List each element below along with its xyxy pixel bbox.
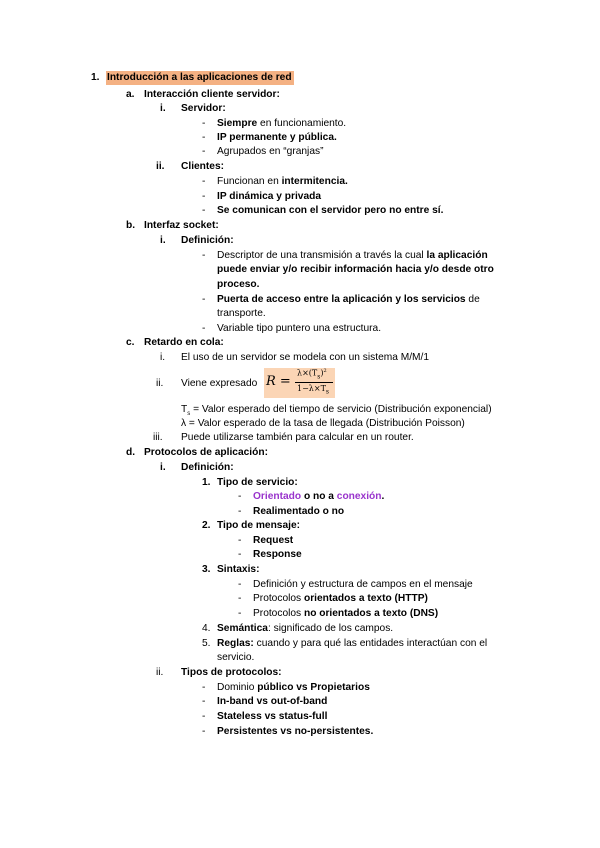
d-ii-item-3: Stateless vs status-full [217,711,328,722]
section-c-heading: Retardo en cola: [144,337,224,348]
d-i-heading: Definición: [181,462,234,473]
d-ii-item-4: Persistentes vs no-persistentes. [217,726,374,737]
a-ii-item-2: IP dinámica y privada [217,191,321,202]
bullet-dash: - [202,176,206,187]
d-ii-marker: ii. [156,667,164,678]
d-n4-text: Semántica: significado de los campos. [217,623,394,634]
bullet-dash: - [202,294,206,305]
b-i-marker: i. [160,235,166,246]
bullet-dash: - [238,491,242,502]
ts-definition: $T_s$ = Valor esperado del tiempo de servicio (Distribución exponencial) [181,404,492,418]
section-a-marker: a. [126,89,135,100]
page-title: Introducción a las aplicaciones de red [107,72,292,83]
d-n5-marker: 5. [202,638,211,649]
a-i-item-2: IP permanente y pública. [217,132,337,143]
d-n2-marker: 2. [202,520,211,531]
fraction-bar [295,382,333,383]
a-ii-item-3: Se comunican con el servidor pero no entre sí. [217,205,444,216]
d-n2-item-1: Request [253,535,294,546]
d-n1-item-1: Orientado o no a conexión. [253,491,385,502]
bullet-dash: - [202,682,206,693]
lambda-definition: λ = Valor esperado de la tasa de llegada (Distribución Poisson) [181,418,465,429]
section-c-marker: c. [126,337,135,348]
b-i-item-1-line-1: Descriptor de una transmisión a través la cual la aplicación [217,250,488,261]
b-i-item-2-line-2: transporte. [217,308,266,319]
bullet-dash: - [202,711,206,722]
formula-denominator: $1-\lambda\times T_s$ [297,384,329,396]
d-n3-marker: 3. [202,564,211,575]
c-ii-marker: ii. [156,378,164,389]
bullet-dash: - [202,696,206,707]
section-d-heading: Protocolos de aplicación: [144,447,268,458]
bullet-dash: - [202,132,206,143]
b-i-item-3: Variable tipo puntero una estructura. [217,323,382,334]
bullet-dash: - [202,118,206,129]
section-b-heading: Interfaz socket: [144,220,219,231]
d-n4-marker: 4. [202,623,211,634]
a-i-item-3: Agrupados en “granjas” [217,146,324,157]
a-ii-marker: ii. [156,161,165,172]
a-ii-item-1: Funcionan en intermitencia. [217,176,348,187]
c-iii-marker: iii. [153,432,163,443]
d-n3-heading: Sintaxis: [217,564,260,575]
title-number: 1. [91,72,100,83]
d-n1-heading: Tipo de servicio: [217,477,298,488]
b-i-heading: Definición: [181,235,234,246]
d-ii-heading: Tipos de protocolos: [181,667,282,678]
section-d-marker: d. [126,447,136,458]
d-n5-text: Reglas: cuando y para qué las entidades interactúan con el [217,638,488,649]
b-i-item-1-line-3: proceso. [217,279,260,290]
d-ii-item-1: Dominio público vs Propietarios [217,682,370,693]
bullet-dash: - [202,191,206,202]
queue-delay-formula [264,368,335,398]
bullet-dash: - [238,579,242,590]
d-n2-heading: Tipo de mensaje: [217,520,301,531]
d-n5-text-line-2: servicio. [217,652,255,663]
b-i-item-1-line-2: puede enviar y/o recibir información hacia y/o desde otro [217,264,494,275]
a-i-heading: Servidor: [181,103,226,114]
formula-numerator: $\lambda\times(T_s)^2$ [297,368,327,381]
c-i-text: El uso de un servidor se modela con un sistema M/M/1 [181,352,430,363]
b-i-item-2-line-1: Puerta de acceso entre la aplicación y los servicios de [217,294,480,305]
d-n2-item-2: Response [253,549,302,560]
c-i-marker: i. [160,352,166,363]
a-i-marker: i. [160,103,166,114]
bullet-dash: - [202,726,206,737]
bullet-dash: - [202,323,206,334]
bullet-dash: - [238,608,242,619]
d-i-marker: i. [160,462,166,473]
bullet-dash: - [238,549,242,560]
a-i-item-1: Siempre en funcionamiento. [217,118,347,129]
bullet-dash: - [202,146,206,157]
d-n1-item-2: Realimentado o no [253,506,345,517]
a-ii-heading: Clientes: [181,161,225,172]
d-n3-item-3: Protocolos no orientados a texto (DNS) [253,608,439,619]
d-n3-item-1: Definición y estructura de campos en el mensaje [253,579,473,590]
c-iii-text: Puede utilizarse también para calcular en un router. [181,432,414,443]
d-n1-marker: 1. [202,477,211,488]
d-ii-item-2: In-band vs out-of-band [217,696,328,707]
section-a-heading: Interacción cliente servidor: [144,89,280,100]
bullet-dash: - [238,535,242,546]
bullet-dash: - [202,250,206,261]
section-b-marker: b. [126,220,136,231]
d-n3-item-2: Protocolos orientados a texto (HTTP) [253,593,428,604]
c-ii-text: Viene expresado [181,378,258,389]
bullet-dash: - [238,506,242,517]
bullet-dash: - [202,205,206,216]
bullet-dash: - [238,593,242,604]
formula-lhs: R = [266,374,291,389]
